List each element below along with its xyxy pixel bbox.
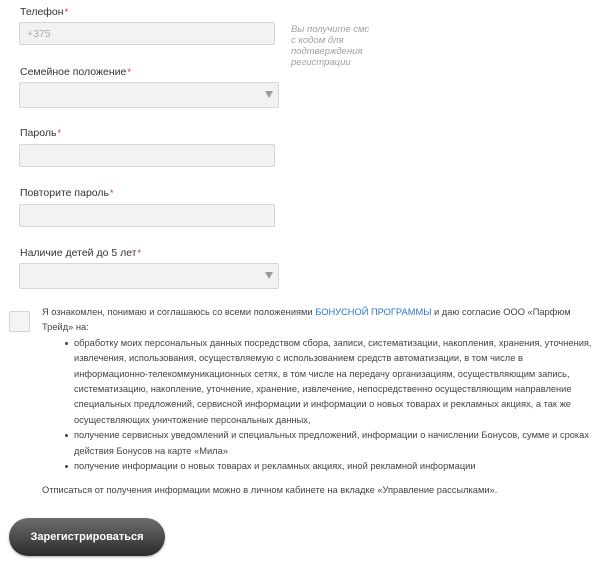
required-mark: * [127, 67, 131, 77]
consent-text: Я ознакомлен, понимаю и соглашаюсь со всеми положениями БОНУСНОЙ ПРОГРАММЫ и даю согласие ООО «Парфюм Трейд» на: обработку моих персональных данных посредством сбора, записи, систематизации, накопления, хранения, уточнения, извлечения, использования, осуществляемую с использованием средств автоматизации, в том числе в информационно-телекоммуникационных сетях, в том числе на передачу организациям, осуществляющим запись, систематизацию, накопление, уточнение, хранение, извлечение, непосредственно осуществляющим направление специальных предложений, сервисной информации и информации о новых товарах и рекламных акциях, а так же осуществляющих уничтожение персональных данных, получение сервисных уведомлений и специальных предложений, информации о начислении Бонусов, сумме и сроках действия Бонусов на карте «Мила» получение информации о новых товарах и рекламных акциях, иной рекламной информации [42, 305, 592, 474]
children-label: Наличие детей до 5 лет* [20, 247, 142, 259]
password-label: Пароль* [20, 127, 61, 139]
password-repeat-input[interactable] [19, 204, 275, 227]
list-item: получение информации о новых товарах и рекламных акциях, иной рекламной информации [74, 459, 592, 474]
marital-status-select[interactable] [19, 82, 279, 108]
required-mark: * [57, 128, 61, 138]
dropdown-arrow-icon [265, 91, 273, 98]
sms-hint: Вы получите смс с кодом для подтверждения регистрации [291, 24, 370, 68]
required-mark: * [64, 7, 69, 17]
consent-checkbox[interactable] [9, 311, 30, 332]
consent-list [42, 336, 592, 475]
list-item: обработку моих персональных данных посредством сбора, записи, систематизации, накопления, хранения, уточнения, извлечения, использования, осуществляемую с использованием средств автоматизации, в том числе в информационно-телекоммуникационных сетях, в том числе на передачу организациям, осуществляющим запись, систематизацию, накопление, уточнение, хранение, извлечение, непосредственно осуществляющим направление специальных предложений, сервисной информации и информации о новых товарах и рекламных акциях, а так же осуществляющих уничтожение персональных данных, [74, 336, 592, 428]
password-input[interactable] [19, 144, 275, 167]
bonus-program-link[interactable]: БОНУСНОЙ ПРОГРАММЫ [315, 307, 432, 317]
children-select[interactable] [19, 263, 279, 289]
unsubscribe-note: Отписаться от получения информации можно в личном кабинете на вкладке «Управление рассылками». [42, 485, 498, 495]
required-mark: * [110, 188, 114, 198]
required-mark: * [137, 248, 142, 258]
marital-status-label: Семейное положение* [20, 66, 131, 78]
phone-input[interactable] [19, 22, 275, 45]
list-item: получение сервисных уведомлений и специальных предложений, информации о начислении Бонусов, сумме и сроках действия Бонусов на карте «Мила» [74, 428, 592, 459]
register-button[interactable]: Зарегистрироваться [9, 518, 165, 556]
phone-label: Телефон* [20, 6, 69, 18]
password-repeat-label: Повторите пароль* [20, 187, 114, 199]
dropdown-arrow-icon [265, 272, 273, 279]
